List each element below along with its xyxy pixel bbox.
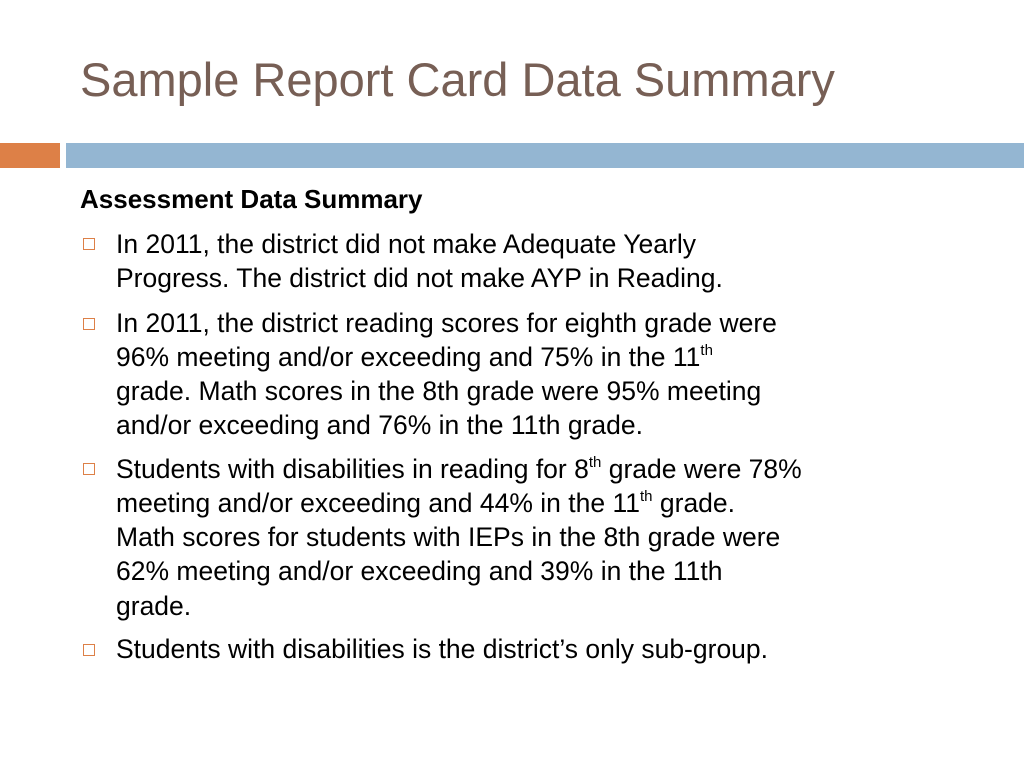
slide-title: Sample Report Card Data Summary xyxy=(80,53,835,106)
bullet-2-line-4: and/or exceeding and 76% in the 11th grade. xyxy=(116,410,643,440)
text: meeting and/or exceeding and 44% in the 11 xyxy=(116,488,640,518)
bullet-3-line-5: grade. xyxy=(116,591,192,621)
text: Students with disabilities in reading for 8 xyxy=(116,454,589,484)
bullet-icon xyxy=(83,644,95,656)
bullet-icon xyxy=(83,463,95,475)
superscript: th xyxy=(588,454,602,471)
bullet-3-line-3: Math scores for students with IEPs in the 8th grade were xyxy=(116,522,781,552)
bullet-2-line-1: In 2011, the district reading scores for eighth grade were xyxy=(116,308,777,338)
bullet-2-line-3: grade. Math scores in the 8th grade were 95% meeting xyxy=(116,376,762,406)
bullet-4-line-1: Students with disabilities is the district’s only sub-group. xyxy=(116,634,769,664)
section-heading: Assessment Data Summary xyxy=(80,184,423,214)
bullet-3-line-4: 62% meeting and/or exceeding and 39% in the 11th xyxy=(116,556,723,586)
bullet-3-line-2 xyxy=(116,488,735,518)
text: 96% meeting and/or exceeding and 75% in the 11 xyxy=(116,342,701,372)
accent-bar-orange xyxy=(0,143,60,168)
bullet-icon xyxy=(83,238,95,250)
bullet-1-line-2: Progress. The district did not make AYP in Reading. xyxy=(116,263,723,293)
bullet-2-line-2 xyxy=(116,342,713,372)
bullet-3-line-1 xyxy=(116,454,802,484)
bullet-1-line-1: In 2011, the district did not make Adequate Yearly xyxy=(116,229,696,259)
superscript: th xyxy=(700,342,713,359)
text: grade were 78% xyxy=(601,454,802,484)
text: grade. xyxy=(652,488,736,518)
accent-bar-blue xyxy=(66,143,1024,168)
superscript: th xyxy=(640,488,653,505)
bullet-icon xyxy=(83,318,95,330)
